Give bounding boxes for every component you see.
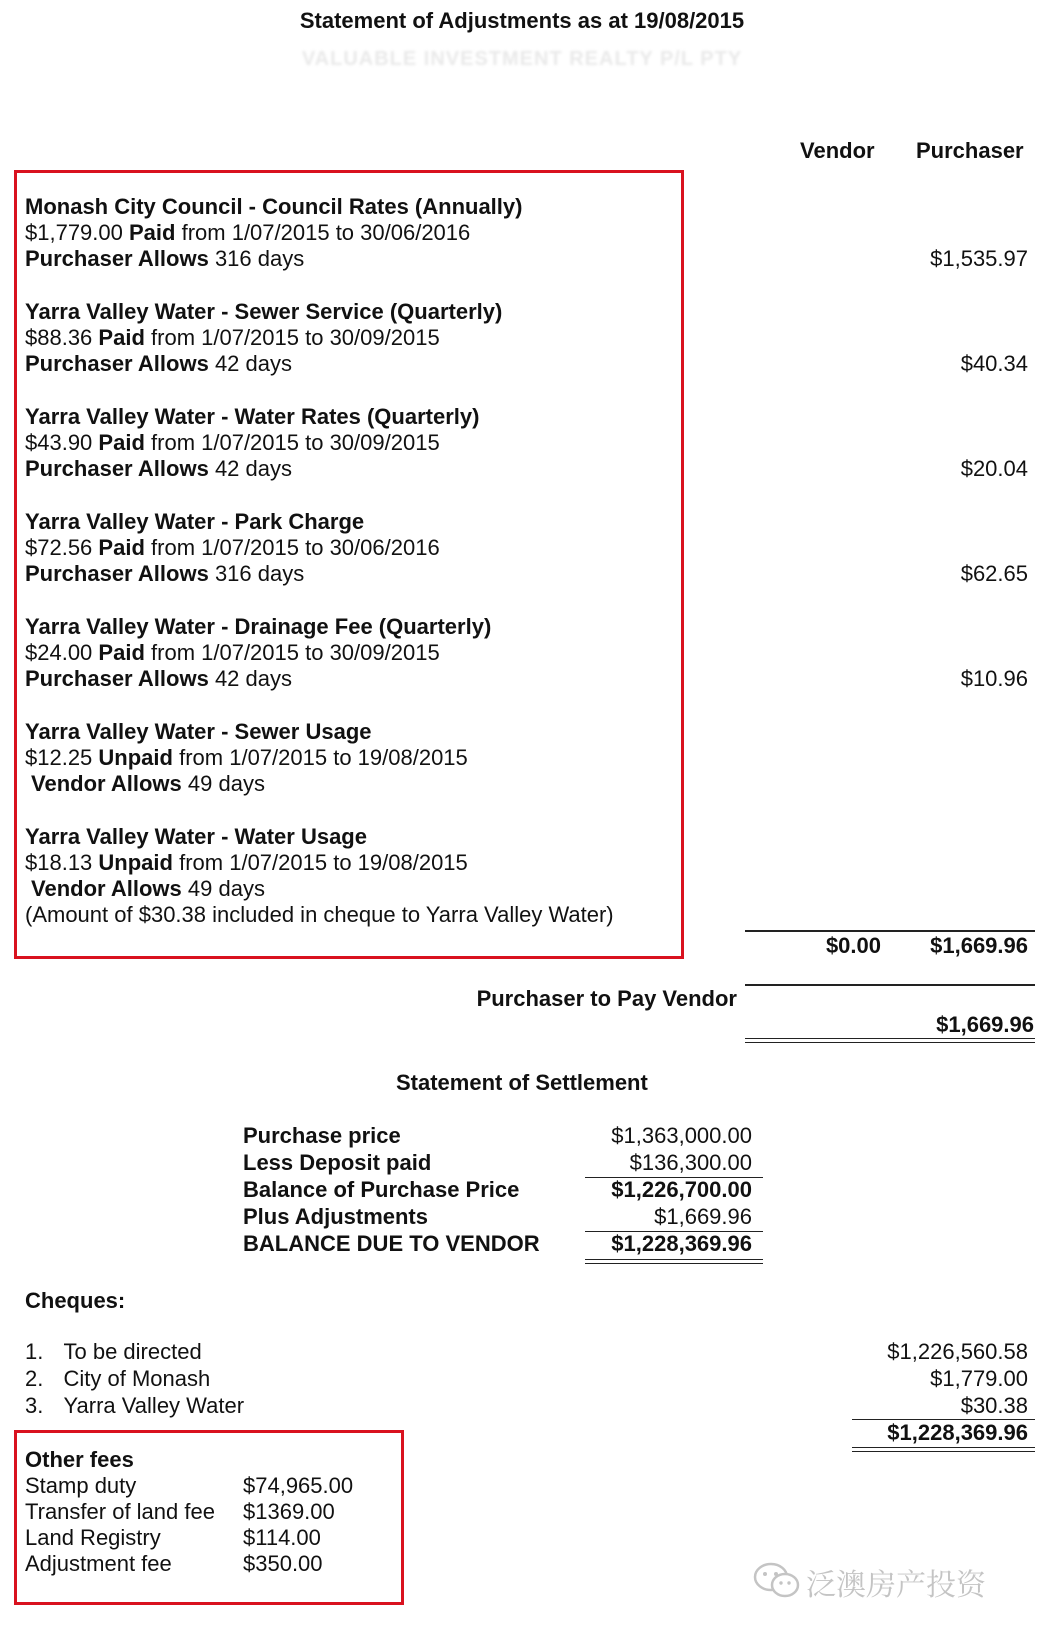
adjustment-title: Yarra Valley Water - Sewer Service (Quarterly)	[25, 299, 503, 324]
settlement-double-rule-a	[585, 1259, 763, 1260]
cheque-amount: $30.38	[960, 1393, 1028, 1418]
adjustment-status: Unpaid	[98, 745, 173, 770]
statement-title: Statement of Adjustments as at 19/08/2015	[299, 8, 745, 33]
cheque-number: 3.	[25, 1393, 44, 1418]
settlement-row-label: Less Deposit paid	[243, 1150, 432, 1175]
adjustment-period: from 1/07/2015 to 30/09/2015	[151, 640, 440, 665]
adjustment-period: from 1/07/2015 to 30/06/2016	[181, 220, 471, 245]
settlement-row-value: $1,228,369.96	[611, 1231, 752, 1256]
purchaser-to-pay-top-rule	[745, 984, 1035, 986]
settlement-row-value: $136,300.00	[629, 1150, 752, 1175]
adjustment-status: Unpaid	[98, 850, 173, 875]
cheque-payee: Yarra Valley Water	[63, 1393, 245, 1418]
adjustment-period: from 1/07/2015 to 19/08/2015	[179, 745, 468, 770]
purchaser-to-pay-amount: $1,669.96	[936, 1012, 1034, 1037]
adjustment-amount: $88.36	[25, 325, 93, 350]
fee-label: Stamp duty	[25, 1473, 137, 1498]
adjustment-period: from 1/07/2015 to 30/09/2015	[151, 325, 440, 350]
settlement-row-label: BALANCE DUE TO VENDOR	[243, 1231, 540, 1256]
adjustment-title: Yarra Valley Water - Water Usage	[25, 824, 367, 849]
cheques-double-rule-b	[852, 1451, 1035, 1452]
adjustment-amount: $18.13	[25, 850, 93, 875]
settlement-row-label: Balance of Purchase Price	[243, 1177, 520, 1202]
adjustment-item	[25, 824, 614, 928]
fee-label: Transfer of land fee	[25, 1499, 215, 1524]
settlement-row-label: Purchase price	[243, 1123, 401, 1148]
cheque-amount: $1,779.00	[930, 1366, 1028, 1391]
adjustment-purchaser-amount: $10.96	[960, 666, 1028, 691]
cheque-amount: $1,226,560.58	[887, 1339, 1028, 1364]
adjustment-days: 316 days	[214, 246, 305, 271]
adjustment-allow-label: Purchaser Allows	[25, 456, 209, 481]
cheque-number: 2.	[25, 1366, 44, 1391]
adjustment-purchaser-amount: $40.34	[960, 351, 1028, 376]
adjustment-item	[25, 299, 502, 377]
settlement-double-rule-b	[585, 1263, 763, 1264]
settlement-row-value: $1,669.96	[654, 1204, 752, 1229]
adjustment-item	[25, 719, 468, 797]
adjustment-item	[25, 404, 479, 482]
cheque-payee: To be directed	[63, 1339, 202, 1364]
adjustment-title: Yarra Valley Water - Water Rates (Quarterly)	[25, 404, 480, 429]
adjustment-days: 316 days	[214, 561, 305, 586]
adjustment-title: Yarra Valley Water - Drainage Fee (Quarterly)	[25, 614, 492, 639]
watermark-text: 泛澳房产投资	[806, 1568, 986, 1603]
adjustment-status: Paid	[98, 640, 145, 665]
adjustment-allow-label: Purchaser Allows	[25, 666, 209, 691]
double-rule-a	[745, 1038, 1035, 1039]
purchaser-total: $1,669.96	[930, 933, 1028, 958]
adjustment-status: Paid	[129, 220, 176, 245]
cheques-total: $1,228,369.96	[887, 1420, 1028, 1445]
purchaser-to-pay-label: Purchaser to Pay Vendor	[476, 986, 737, 1011]
adjustment-days: 42 days	[214, 351, 292, 376]
adjustment-purchaser-amount: $20.04	[960, 456, 1028, 481]
adjustment-purchaser-amount: $62.65	[960, 561, 1028, 586]
fee-value: $114.00	[243, 1525, 321, 1550]
cheque-item	[25, 1366, 210, 1392]
fee-value: $350.00	[243, 1551, 323, 1576]
adjustment-item	[25, 509, 440, 587]
adjustment-item	[25, 194, 522, 272]
vendor-total: $0.00	[825, 933, 881, 958]
double-rule-b	[745, 1042, 1035, 1043]
cheque-number: 1.	[25, 1339, 44, 1364]
totals-top-rule	[745, 930, 1035, 932]
adjustment-amount: $43.90	[25, 430, 93, 455]
cheques-double-rule-a	[852, 1447, 1035, 1448]
cheques-title: Cheques:	[25, 1288, 126, 1313]
adjustment-status: Paid	[98, 325, 145, 350]
adjustment-title: Yarra Valley Water - Sewer Usage	[25, 719, 372, 744]
adjustment-allow-label: Purchaser Allows	[25, 351, 209, 376]
adjustment-allow-label: Purchaser Allows	[25, 246, 209, 271]
settlement-title: Statement of Settlement	[396, 1070, 648, 1095]
adjustment-note: (Amount of $30.38 included in cheque to Yarra Valley Water)	[25, 902, 614, 927]
wechat-icon	[752, 1560, 802, 1605]
adjustment-days: 49 days	[187, 771, 265, 796]
vendor-column-header: Vendor	[800, 138, 875, 163]
fee-label: Land Registry	[25, 1525, 161, 1550]
adjustment-days: 42 days	[214, 456, 292, 481]
fee-value: $1369.00	[243, 1499, 335, 1524]
adjustment-period: from 1/07/2015 to 19/08/2015	[179, 850, 468, 875]
settlement-row-value: $1,363,000.00	[611, 1123, 752, 1148]
fee-value: $74,965.00	[243, 1473, 354, 1498]
adjustment-amount: $24.00	[25, 640, 93, 665]
adjustment-period: from 1/07/2015 to 30/09/2015	[151, 430, 440, 455]
cheque-payee: City of Monash	[63, 1366, 211, 1391]
faded-subtitle: VALUABLE INVESTMENT REALTY P/L PTY	[301, 48, 743, 70]
adjustment-amount: $1,779.00	[25, 220, 123, 245]
fee-label: Adjustment fee	[25, 1551, 172, 1576]
adjustment-period: from 1/07/2015 to 30/06/2016	[151, 535, 440, 560]
adjustment-allow-label: Purchaser Allows	[25, 561, 209, 586]
adjustment-item	[25, 614, 491, 692]
adjustment-purchaser-amount: $1,535.97	[930, 246, 1028, 271]
adjustment-days: 42 days	[214, 666, 292, 691]
adjustment-title: Monash City Council - Council Rates (Annually)	[25, 194, 523, 219]
purchaser-column-header: Purchaser	[916, 138, 1024, 163]
settlement-row-value: $1,226,700.00	[611, 1177, 752, 1202]
adjustment-allow-label: Vendor Allows	[31, 876, 182, 901]
adjustment-status: Paid	[98, 430, 145, 455]
adjustment-amount: $72.56	[25, 535, 93, 560]
cheque-item	[25, 1339, 202, 1365]
adjustment-title: Yarra Valley Water - Park Charge	[25, 509, 365, 534]
adjustment-amount: $12.25	[25, 745, 93, 770]
other-fees-title: Other fees	[25, 1447, 134, 1472]
adjustment-days: 49 days	[187, 876, 265, 901]
cheque-item	[25, 1393, 244, 1419]
adjustment-allow-label: Vendor Allows	[31, 771, 182, 796]
settlement-row-label: Plus Adjustments	[243, 1204, 428, 1229]
adjustment-status: Paid	[98, 535, 145, 560]
